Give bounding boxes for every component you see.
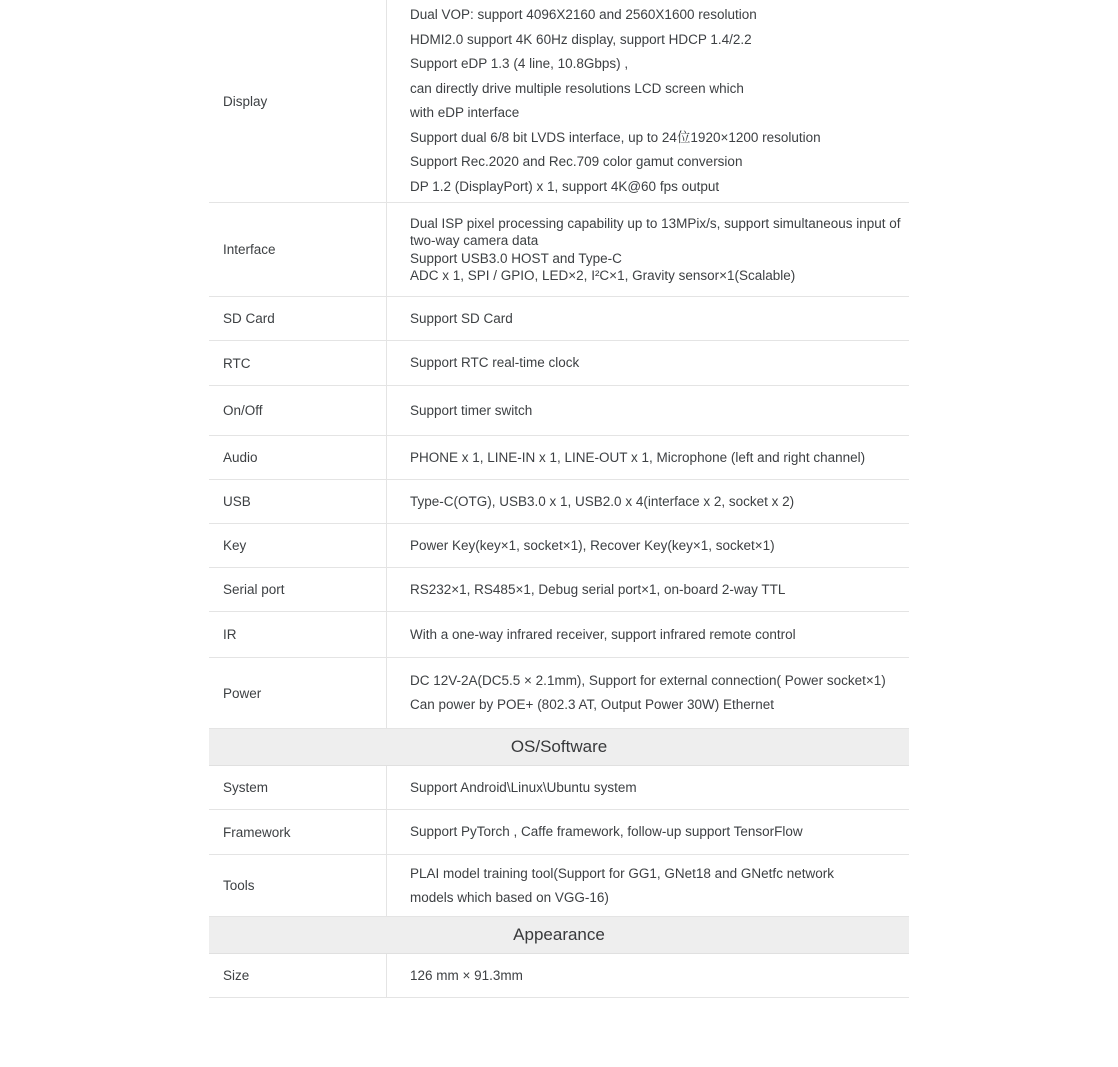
spec-label: Interface (209, 203, 387, 296)
spec-value (387, 766, 909, 809)
spec-value (387, 954, 909, 997)
spec-value (387, 480, 909, 523)
spec-label: USB (209, 480, 387, 523)
spec-row-power (209, 658, 909, 729)
spec-line: Power Key(key×1, socket×1), Recover Key(key×1, socket×1) (410, 537, 775, 553)
spec-value (387, 568, 909, 611)
spec-value (387, 297, 909, 340)
spec-label: On/Off (209, 386, 387, 435)
spec-row-sd-card (209, 297, 909, 341)
spec-label: System (209, 766, 387, 809)
spec-line: Support Android\Linux\Ubuntu system (410, 779, 637, 795)
spec-row-rtc (209, 341, 909, 386)
spec-label: Key (209, 524, 387, 567)
spec-row-interface (209, 203, 909, 297)
spec-line: PHONE x 1, LINE-IN x 1, LINE-OUT x 1, Microphone (left and right channel) (410, 449, 866, 465)
spec-label: Power (209, 658, 387, 728)
spec-line: RS232×1, RS485×1, Debug serial port×1, on-board 2-way TTL (410, 581, 786, 597)
spec-line: With a one-way infrared receiver, support infrared remote control (410, 626, 796, 642)
spec-row-on-off (209, 386, 909, 436)
section-header-os-software: OS/Software (209, 729, 909, 766)
spec-label: Audio (209, 436, 387, 479)
spec-value (387, 810, 909, 854)
spec-label: IR (209, 612, 387, 657)
spec-row-display (209, 0, 909, 203)
spec-line: DP 1.2 (DisplayPort) x 1, support 4K@60 fps output (410, 178, 720, 194)
spec-table (209, 0, 909, 998)
spec-line: can directly drive multiple resolutions LCD screen which (410, 80, 744, 96)
spec-line: two-way camera data (410, 233, 539, 248)
spec-value (387, 612, 909, 657)
spec-line: Support SD Card (410, 310, 513, 326)
spec-value (387, 0, 909, 202)
spec-row-usb (209, 480, 909, 524)
spec-line: ADC x 1, SPI / GPIO, LED×2, I²C×1, Gravity sensor×1(Scalable) (410, 268, 796, 283)
spec-row-serial-port (209, 568, 909, 612)
spec-row-size (209, 954, 909, 998)
spec-value (387, 436, 909, 479)
spec-line: Dual ISP pixel processing capability up to 13MPix/s, support simultaneous input of (410, 215, 901, 231)
spec-row-ir (209, 612, 909, 658)
spec-line: with eDP interface (410, 105, 520, 120)
spec-line: Support eDP 1.3 (4 line, 10.8Gbps) , (410, 56, 629, 71)
spec-line: DC 12V-2A(DC5.5 × 2.1mm), Support for external connection( Power socket×1) (410, 673, 886, 688)
spec-label: Serial port (209, 568, 387, 611)
spec-line: Support PyTorch , Caffe framework, follow-up support TensorFlow (410, 824, 803, 839)
spec-label: Display (209, 0, 387, 202)
spec-row-system (209, 766, 909, 810)
spec-label: Size (209, 954, 387, 997)
spec-line: Support timer switch (410, 402, 533, 418)
spec-label: RTC (209, 341, 387, 385)
spec-line: Support dual 6/8 bit LVDS interface, up to 24位1920×1200 resolution (410, 129, 821, 145)
spec-value (387, 855, 909, 916)
spec-value (387, 341, 909, 385)
spec-line: PLAI model training tool(Support for GG1, GNet18 and GNetfc network (410, 865, 834, 881)
spec-row-tools (209, 855, 909, 917)
spec-line: 126 mm × 91.3mm (410, 967, 523, 983)
spec-line: HDMI2.0 support 4K 60Hz display, support HDCP 1.4/2.2 (410, 31, 752, 47)
spec-label: Framework (209, 810, 387, 854)
spec-line: Support USB3.0 HOST and Type-C (410, 250, 622, 266)
spec-line: Type-C(OTG), USB3.0 x 1, USB2.0 x 4(interface x 2, socket x 2) (410, 493, 795, 509)
spec-label: Tools (209, 855, 387, 916)
spec-row-audio (209, 436, 909, 480)
spec-line: Dual VOP: support 4096X2160 and 2560X1600 resolution (410, 7, 757, 22)
section-header-appearance: Appearance (209, 917, 909, 954)
spec-value (387, 203, 911, 296)
spec-label: SD Card (209, 297, 387, 340)
spec-row-framework (209, 810, 909, 855)
spec-line: Can power by POE+ (802.3 AT, Output Power 30W) Ethernet (410, 697, 775, 712)
spec-line: Support RTC real-time clock (410, 355, 580, 370)
spec-value (387, 524, 909, 567)
spec-value (387, 386, 909, 435)
spec-line: models which based on VGG-16) (410, 889, 609, 905)
spec-row-key (209, 524, 909, 568)
spec-value (387, 658, 909, 728)
spec-line: Support Rec.2020 and Rec.709 color gamut conversion (410, 154, 743, 169)
